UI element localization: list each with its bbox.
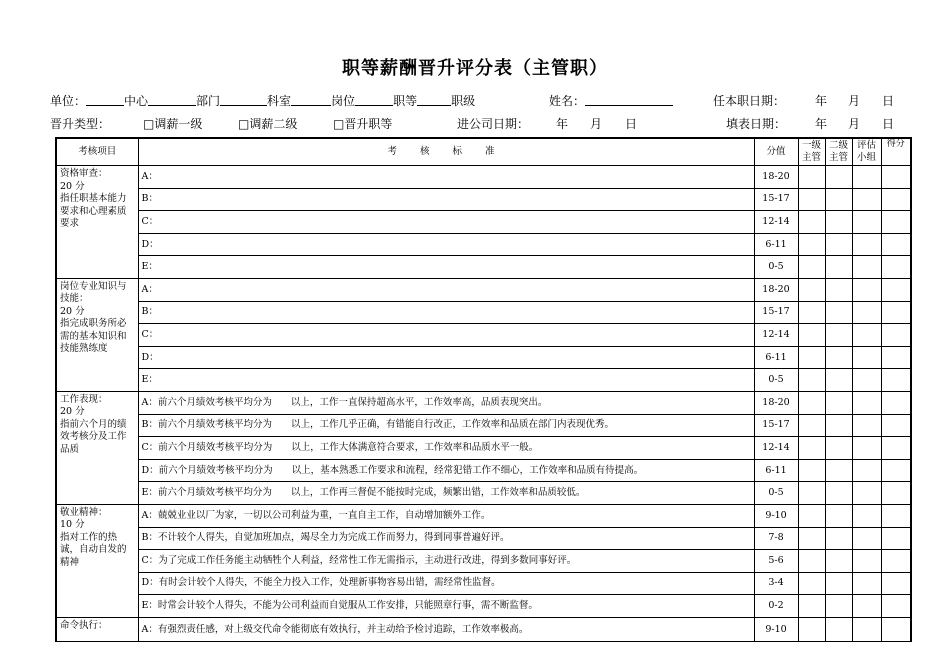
supervisor-1-score-cell[interactable] <box>798 459 825 482</box>
appointment-date-label: 任本职日期： <box>713 94 786 108</box>
score-range-cell: 0-5 <box>754 482 798 505</box>
score-range-cell: 12-14 <box>754 211 798 234</box>
criteria-cell: A：兢兢业业以厂为家，一切以公司利益为重，一直自主工作，自动增加额外工作。 <box>138 504 754 527</box>
criteria-cell: C： <box>138 211 754 234</box>
table-row <box>56 550 911 573</box>
join-month: 月 <box>590 117 603 131</box>
supervisor-2-score-cell[interactable] <box>825 369 852 392</box>
panel-score-cell[interactable] <box>852 346 881 369</box>
supervisor-1-score-cell[interactable] <box>798 437 825 460</box>
assessment-item-line: 岗位专业知识与技能： <box>60 280 127 305</box>
points-cell[interactable] <box>881 301 911 324</box>
assessment-item-line: 指任职基本能力要求和心理素质要求 <box>60 193 127 229</box>
score-range-cell: 3-4 <box>754 572 798 595</box>
assessment-item-line: 敬业精神： <box>60 506 108 518</box>
points-cell[interactable] <box>881 256 911 279</box>
table-row <box>56 301 911 324</box>
center-blank[interactable] <box>148 93 196 106</box>
points-cell[interactable] <box>881 188 911 211</box>
criteria-cell: A：有强烈责任感，对上级交代命令能彻底有效执行，并主动给予检讨追踪，工作效率极高。 <box>138 617 754 642</box>
score-range-cell: 0-5 <box>754 256 798 279</box>
supervisor-2-score-cell[interactable] <box>825 391 852 414</box>
appointment-day: 日 <box>882 94 895 108</box>
assessment-item-line: 指前六个月的绩效考核分及工作品质 <box>60 418 127 455</box>
promotion-type-label: 晋升类型： <box>50 117 111 131</box>
points-cell[interactable] <box>881 233 911 256</box>
supervisor-1-score-cell[interactable] <box>798 414 825 437</box>
supervisor-2-score-cell[interactable] <box>825 572 852 595</box>
panel-score-cell[interactable] <box>852 572 881 595</box>
department-label: 部门 <box>196 94 221 108</box>
score-range-cell: 15-17 <box>754 301 798 324</box>
table-row <box>56 437 911 460</box>
assessment-item-line: 10 分 <box>60 519 85 531</box>
panel-score-cell[interactable] <box>852 527 881 550</box>
table-header-row <box>56 138 911 166</box>
option-salary-two-levels[interactable]: □调薪二级 <box>238 117 298 131</box>
table-row <box>56 504 911 527</box>
criteria-cell: A： <box>138 166 754 189</box>
assessment-item-line: 指对工作的热诚，自动自发的精神 <box>60 531 127 568</box>
panel-score-cell[interactable] <box>852 459 881 482</box>
criteria-cell: E： <box>138 369 754 392</box>
supervisor-1-score-cell[interactable] <box>798 391 825 414</box>
assessment-item <box>56 504 138 617</box>
join-year: 年 <box>556 117 569 131</box>
score-range-cell: 6-11 <box>754 346 798 369</box>
supervisor-2-score-cell[interactable] <box>825 595 852 618</box>
header-criteria: 考 核 标 准 <box>138 138 754 166</box>
assessment-item-line: 20 分 <box>60 180 85 192</box>
panel-score-cell[interactable] <box>852 166 881 189</box>
department-blank[interactable] <box>220 93 267 106</box>
table-row <box>56 391 911 414</box>
header-points: 得分 <box>881 138 911 166</box>
points-cell[interactable] <box>881 482 911 505</box>
assessment-item-line: 20 分 <box>60 305 85 317</box>
supervisor-1-score-cell[interactable] <box>798 301 825 324</box>
panel-score-cell[interactable] <box>852 550 881 573</box>
supervisor-2-score-cell[interactable] <box>825 459 852 482</box>
points-cell[interactable] <box>881 166 911 189</box>
points-cell[interactable] <box>881 550 911 573</box>
panel-score-cell[interactable] <box>852 482 881 505</box>
score-range-cell: 0-5 <box>754 369 798 392</box>
points-cell[interactable] <box>881 369 911 392</box>
supervisor-2-score-cell[interactable] <box>825 301 852 324</box>
fill-date-label: 填表日期： <box>726 117 787 131</box>
info-row-1 <box>50 92 475 109</box>
criteria-cell: B：不计较个人得失，自觉加班加点，竭尽全力为完成工作而努力，得到同事普遍好评。 <box>138 527 754 550</box>
header-panel: 评估小组 <box>852 138 881 166</box>
supervisor-1-score-cell[interactable] <box>798 188 825 211</box>
points-cell[interactable] <box>881 527 911 550</box>
name-label: 姓名： <box>549 94 586 108</box>
table-row <box>56 346 911 369</box>
assessment-item <box>56 391 138 504</box>
points-cell[interactable] <box>881 278 911 301</box>
criteria-cell: D：有时会计较个人得失，不能全力投入工作，处理新事物容易出错，需经常性监督。 <box>138 572 754 595</box>
supervisor-1-score-cell[interactable] <box>798 211 825 234</box>
points-cell[interactable] <box>881 504 911 527</box>
score-range-cell: 15-17 <box>754 414 798 437</box>
level-label: 职级 <box>451 94 476 108</box>
score-range-cell: 12-14 <box>754 324 798 347</box>
table-row <box>56 233 911 256</box>
supervisor-1-score-cell[interactable] <box>798 572 825 595</box>
score-range-cell: 5-6 <box>754 550 798 573</box>
supervisor-2-score-cell[interactable] <box>825 437 852 460</box>
points-cell[interactable] <box>881 595 911 618</box>
table-row <box>56 256 911 279</box>
supervisor-2-score-cell[interactable] <box>825 324 852 347</box>
score-range-cell: 9-10 <box>754 617 798 642</box>
supervisor-1-score-cell[interactable] <box>798 256 825 279</box>
criteria-cell: D： <box>138 346 754 369</box>
panel-score-cell[interactable] <box>852 617 881 642</box>
points-cell[interactable] <box>881 617 911 642</box>
form-title: 职等薪酬晋升评分表（主管职） <box>342 58 608 79</box>
supervisor-1-score-cell[interactable] <box>798 504 825 527</box>
assessment-item-line: 命令执行： <box>60 619 108 631</box>
criteria-cell: C： <box>138 324 754 347</box>
table-row <box>56 595 911 618</box>
criteria-cell: A： <box>138 278 754 301</box>
fill-year: 年 <box>815 117 828 131</box>
score-range-cell: 18-20 <box>754 166 798 189</box>
unit-label: 单位： <box>50 94 87 108</box>
points-cell[interactable] <box>881 346 911 369</box>
panel-score-cell[interactable] <box>852 256 881 279</box>
join-day: 日 <box>625 117 638 131</box>
criteria-cell: E： <box>138 256 754 279</box>
join-date-label: 进公司日期： <box>457 117 530 131</box>
header-score: 分值 <box>754 138 798 166</box>
table-row <box>56 459 911 482</box>
table-row <box>56 414 911 437</box>
header-supervisor-1: 一级主管 <box>798 138 825 166</box>
supervisor-1-score-cell[interactable] <box>798 233 825 256</box>
panel-score-cell[interactable] <box>852 437 881 460</box>
points-cell[interactable] <box>881 391 911 414</box>
table-row <box>56 572 911 595</box>
criteria-cell: C：为了完成工作任务能主动牺牲个人利益，经常性工作无需指示，主动进行改进，得到多数同事好评。 <box>138 550 754 573</box>
section-label: 科室 <box>267 94 292 108</box>
supervisor-1-score-cell[interactable] <box>798 527 825 550</box>
option-grade-promotion[interactable]: □晋升职等 <box>333 117 393 131</box>
supervisor-1-score-cell[interactable] <box>798 595 825 618</box>
appointment-year: 年 <box>815 94 828 108</box>
criteria-cell: C：前六个月绩效考核平均分为 以上，工作大体满意符合要求，工作效率和品质水平一般。 <box>138 437 754 460</box>
points-cell[interactable] <box>881 572 911 595</box>
points-cell[interactable] <box>881 459 911 482</box>
post-blank[interactable] <box>355 93 393 106</box>
criteria-cell: A：前六个月绩效考核平均分为 以上，工作一直保持超高水平，工作效率高，品质表现突出。 <box>138 391 754 414</box>
supervisor-1-score-cell[interactable] <box>798 346 825 369</box>
score-range-cell: 18-20 <box>754 278 798 301</box>
table-row <box>56 166 911 189</box>
panel-score-cell[interactable] <box>852 504 881 527</box>
score-range-cell: 7-8 <box>754 527 798 550</box>
points-cell[interactable] <box>881 414 911 437</box>
assessment-item <box>56 278 138 391</box>
section-blank[interactable] <box>291 93 331 106</box>
assessment-item-line: 20 分 <box>60 406 85 418</box>
supervisor-2-score-cell[interactable] <box>825 166 852 189</box>
assessment-item-line: 资格审查： <box>60 168 108 179</box>
table-row <box>56 211 911 234</box>
criteria-cell: E：前六个月绩效考核平均分为 以上，工作再三督促不能按时完成，频繁出错，工作效率和品质较低。 <box>138 482 754 505</box>
fill-day: 日 <box>882 117 895 131</box>
evaluation-table <box>55 137 912 642</box>
center-label: 中心 <box>124 94 149 108</box>
unit-blank[interactable] <box>86 93 124 106</box>
criteria-cell: B： <box>138 301 754 324</box>
post-label: 岗位 <box>331 94 356 108</box>
supervisor-2-score-cell[interactable] <box>825 414 852 437</box>
supervisor-2-score-cell[interactable] <box>825 482 852 505</box>
criteria-cell: D：前六个月绩效考核平均分为 以上，基本熟悉工作要求和流程，经常犯错工作不细心，工作效率和品质有待提高。 <box>138 459 754 482</box>
table-row <box>56 527 911 550</box>
table-body <box>56 138 911 642</box>
score-range-cell: 6-11 <box>754 459 798 482</box>
supervisor-1-score-cell[interactable] <box>798 166 825 189</box>
grade-label: 职等 <box>393 94 418 108</box>
supervisor-2-score-cell[interactable] <box>825 256 852 279</box>
panel-score-cell[interactable] <box>852 301 881 324</box>
name-blank[interactable] <box>585 93 673 106</box>
supervisor-2-score-cell[interactable] <box>825 617 852 642</box>
table-row <box>56 369 911 392</box>
appointment-month: 月 <box>848 94 861 108</box>
option-salary-one-level[interactable]: □调薪一级 <box>143 117 203 131</box>
score-range-cell: 0-2 <box>754 595 798 618</box>
supervisor-2-score-cell[interactable] <box>825 233 852 256</box>
supervisor-2-score-cell[interactable] <box>825 527 852 550</box>
supervisor-2-score-cell[interactable] <box>825 504 852 527</box>
supervisor-1-score-cell[interactable] <box>798 482 825 505</box>
supervisor-1-score-cell[interactable] <box>798 324 825 347</box>
score-range-cell: 15-17 <box>754 188 798 211</box>
supervisor-2-score-cell[interactable] <box>825 188 852 211</box>
header-supervisor-2: 二级主管 <box>825 138 852 166</box>
assessment-item-line: 工作表现： <box>60 393 108 405</box>
points-cell[interactable] <box>881 437 911 460</box>
panel-score-cell[interactable] <box>852 233 881 256</box>
table-row <box>56 278 911 301</box>
score-range-cell: 6-11 <box>754 233 798 256</box>
supervisor-1-score-cell[interactable] <box>798 278 825 301</box>
panel-score-cell[interactable] <box>852 211 881 234</box>
name-field <box>549 92 673 109</box>
assessment-item <box>56 166 138 279</box>
panel-score-cell[interactable] <box>852 595 881 618</box>
table-row <box>56 188 911 211</box>
supervisor-1-score-cell[interactable] <box>798 369 825 392</box>
criteria-cell: D： <box>138 233 754 256</box>
panel-score-cell[interactable] <box>852 188 881 211</box>
supervisor-1-score-cell[interactable] <box>798 550 825 573</box>
assessment-item-line: 指完成职务所必需的基本知识和技能熟练度 <box>60 318 127 355</box>
supervisor-2-score-cell[interactable] <box>825 211 852 234</box>
table-row <box>56 617 911 642</box>
panel-score-cell[interactable] <box>852 369 881 392</box>
criteria-cell: B：前六个月绩效考核平均分为 以上，工作几乎正确，有错能自行改正，工作效率和品质在部门内表现优秀。 <box>138 414 754 437</box>
grade-blank[interactable] <box>417 93 451 106</box>
criteria-cell: E：时常会计较个人得失，不能为公司利益而自觉服从工作安排，只能照章行事，需不断监督。 <box>138 595 754 618</box>
score-range-cell: 18-20 <box>754 391 798 414</box>
score-range-cell: 12-14 <box>754 437 798 460</box>
table-row <box>56 482 911 505</box>
supervisor-2-score-cell[interactable] <box>825 278 852 301</box>
points-cell[interactable] <box>881 324 911 347</box>
supervisor-2-score-cell[interactable] <box>825 550 852 573</box>
panel-score-cell[interactable] <box>852 414 881 437</box>
panel-score-cell[interactable] <box>852 278 881 301</box>
supervisor-1-score-cell[interactable] <box>798 617 825 642</box>
header-item: 考核项目 <box>56 138 138 166</box>
score-range-cell: 9-10 <box>754 504 798 527</box>
assessment-item <box>56 617 138 642</box>
table-row <box>56 324 911 347</box>
fill-month: 月 <box>848 117 861 131</box>
panel-score-cell[interactable] <box>852 391 881 414</box>
panel-score-cell[interactable] <box>852 324 881 347</box>
criteria-cell: B： <box>138 188 754 211</box>
points-cell[interactable] <box>881 211 911 234</box>
supervisor-2-score-cell[interactable] <box>825 346 852 369</box>
